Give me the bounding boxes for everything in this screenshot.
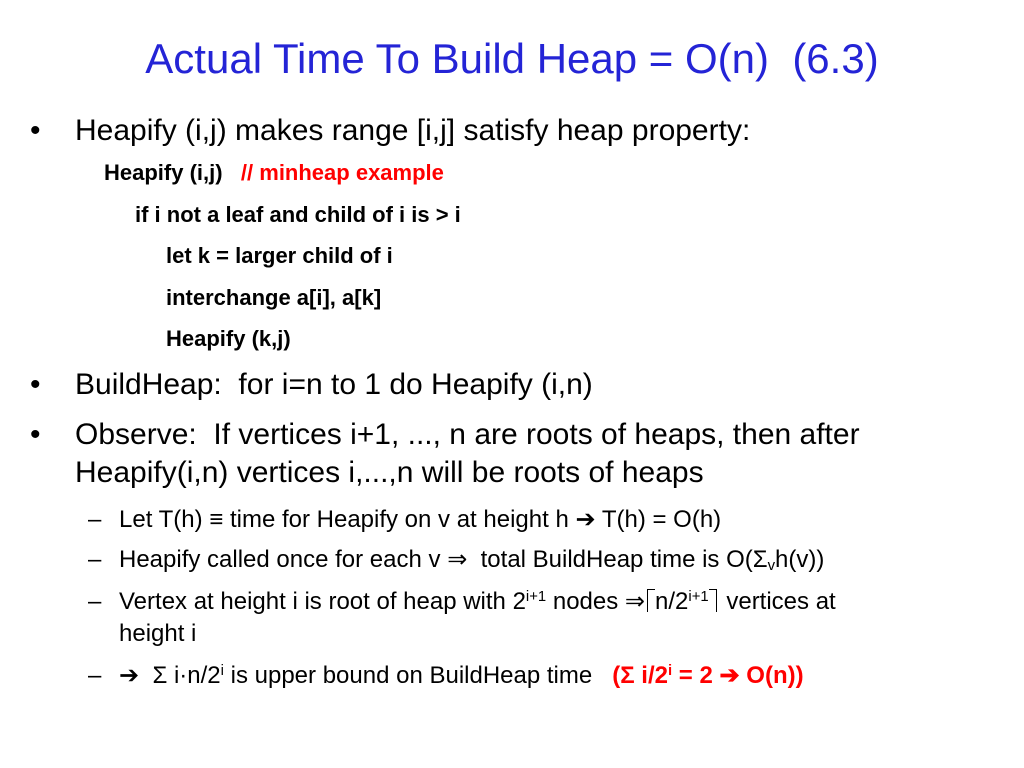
sub-bullet-recurrence bbox=[119, 506, 721, 534]
text: Heapify called once for each v bbox=[119, 546, 448, 573]
buildheap-bullet: BuildHeap: for i=n to 1 do Heapify (i,n) bbox=[75, 368, 593, 401]
code-if-line: if i not a leaf and child of i is > i bbox=[135, 202, 461, 227]
sub-bullet-upper-bound bbox=[119, 662, 804, 690]
text: Let T(h) bbox=[119, 506, 210, 533]
text: O(n)) bbox=[739, 662, 804, 689]
code-interchange-line: interchange a[i], a[k] bbox=[166, 285, 382, 310]
bullet-marker: • bbox=[30, 114, 41, 147]
slide-title: Actual Time To Build Heap = O(n) (6.3) bbox=[145, 35, 879, 82]
right-arrow-icon: ➔ bbox=[719, 662, 740, 689]
sub-bullet-vertex-height-cont: height i bbox=[119, 620, 197, 647]
bullet-marker: • bbox=[30, 418, 41, 451]
code-header-text: Heapify (i,j) bbox=[104, 160, 223, 185]
text: vertices at bbox=[719, 588, 836, 615]
highlighted-result bbox=[612, 662, 803, 689]
code-recurse-line: Heapify (k,j) bbox=[166, 326, 291, 351]
implies-symbol: ⇒ bbox=[447, 546, 468, 573]
text: time for Heapify on v at height h bbox=[223, 506, 576, 533]
text: (Σ i/2 bbox=[612, 662, 668, 689]
equals-symbol: = bbox=[652, 506, 667, 533]
superscript: i bbox=[667, 662, 673, 679]
dash-marker: – bbox=[88, 662, 102, 689]
right-arrow-icon: ➔ bbox=[575, 506, 596, 533]
code-comment: // minheap example bbox=[240, 160, 444, 185]
text: i·n/2 bbox=[167, 662, 221, 689]
subscript: v bbox=[767, 557, 776, 574]
ceiling-left-icon bbox=[647, 589, 655, 612]
dash-marker: – bbox=[88, 506, 102, 533]
equivalent-symbol: ≡ bbox=[209, 506, 224, 533]
text: n/2 bbox=[655, 588, 689, 615]
bullet-marker: • bbox=[30, 368, 41, 401]
dash-marker: – bbox=[88, 588, 102, 615]
sub-bullet-vertex-height bbox=[119, 588, 836, 616]
dash-marker: – bbox=[88, 546, 102, 573]
implies-symbol: ⇒ bbox=[624, 588, 646, 615]
observe-line-1: Observe: If vertices i+1, ..., n are roots of heaps, then after bbox=[75, 418, 860, 451]
code-heapify-header bbox=[104, 160, 444, 185]
sigma-symbol: Σ bbox=[752, 546, 768, 573]
superscript: i+1 bbox=[688, 588, 709, 605]
text: T(h) bbox=[595, 506, 653, 533]
text: is upper bound on BuildHeap time bbox=[223, 662, 593, 689]
observe-line-2: Heapify(i,n) vertices i,...,n will be roots of heaps bbox=[75, 456, 704, 489]
sub-bullet-total-time bbox=[119, 546, 824, 574]
text: total BuildHeap time is O( bbox=[467, 546, 753, 573]
text: = 2 bbox=[672, 662, 720, 689]
ceiling-right-icon bbox=[709, 589, 717, 612]
text: Vertex at height i is root of heap with 2 bbox=[119, 588, 526, 615]
superscript: i+1 bbox=[525, 588, 547, 605]
text: nodes bbox=[546, 588, 625, 615]
sigma-symbol: Σ bbox=[152, 662, 168, 689]
superscript: i bbox=[220, 662, 224, 679]
code-let-line: let k = larger child of i bbox=[166, 243, 393, 268]
text: O(h) bbox=[666, 506, 722, 533]
heapify-definition: Heapify (i,j) makes range [i,j] satisfy heap property: bbox=[75, 114, 751, 147]
right-arrow-icon: ➔ bbox=[119, 662, 140, 689]
text: h(v)) bbox=[775, 546, 825, 573]
